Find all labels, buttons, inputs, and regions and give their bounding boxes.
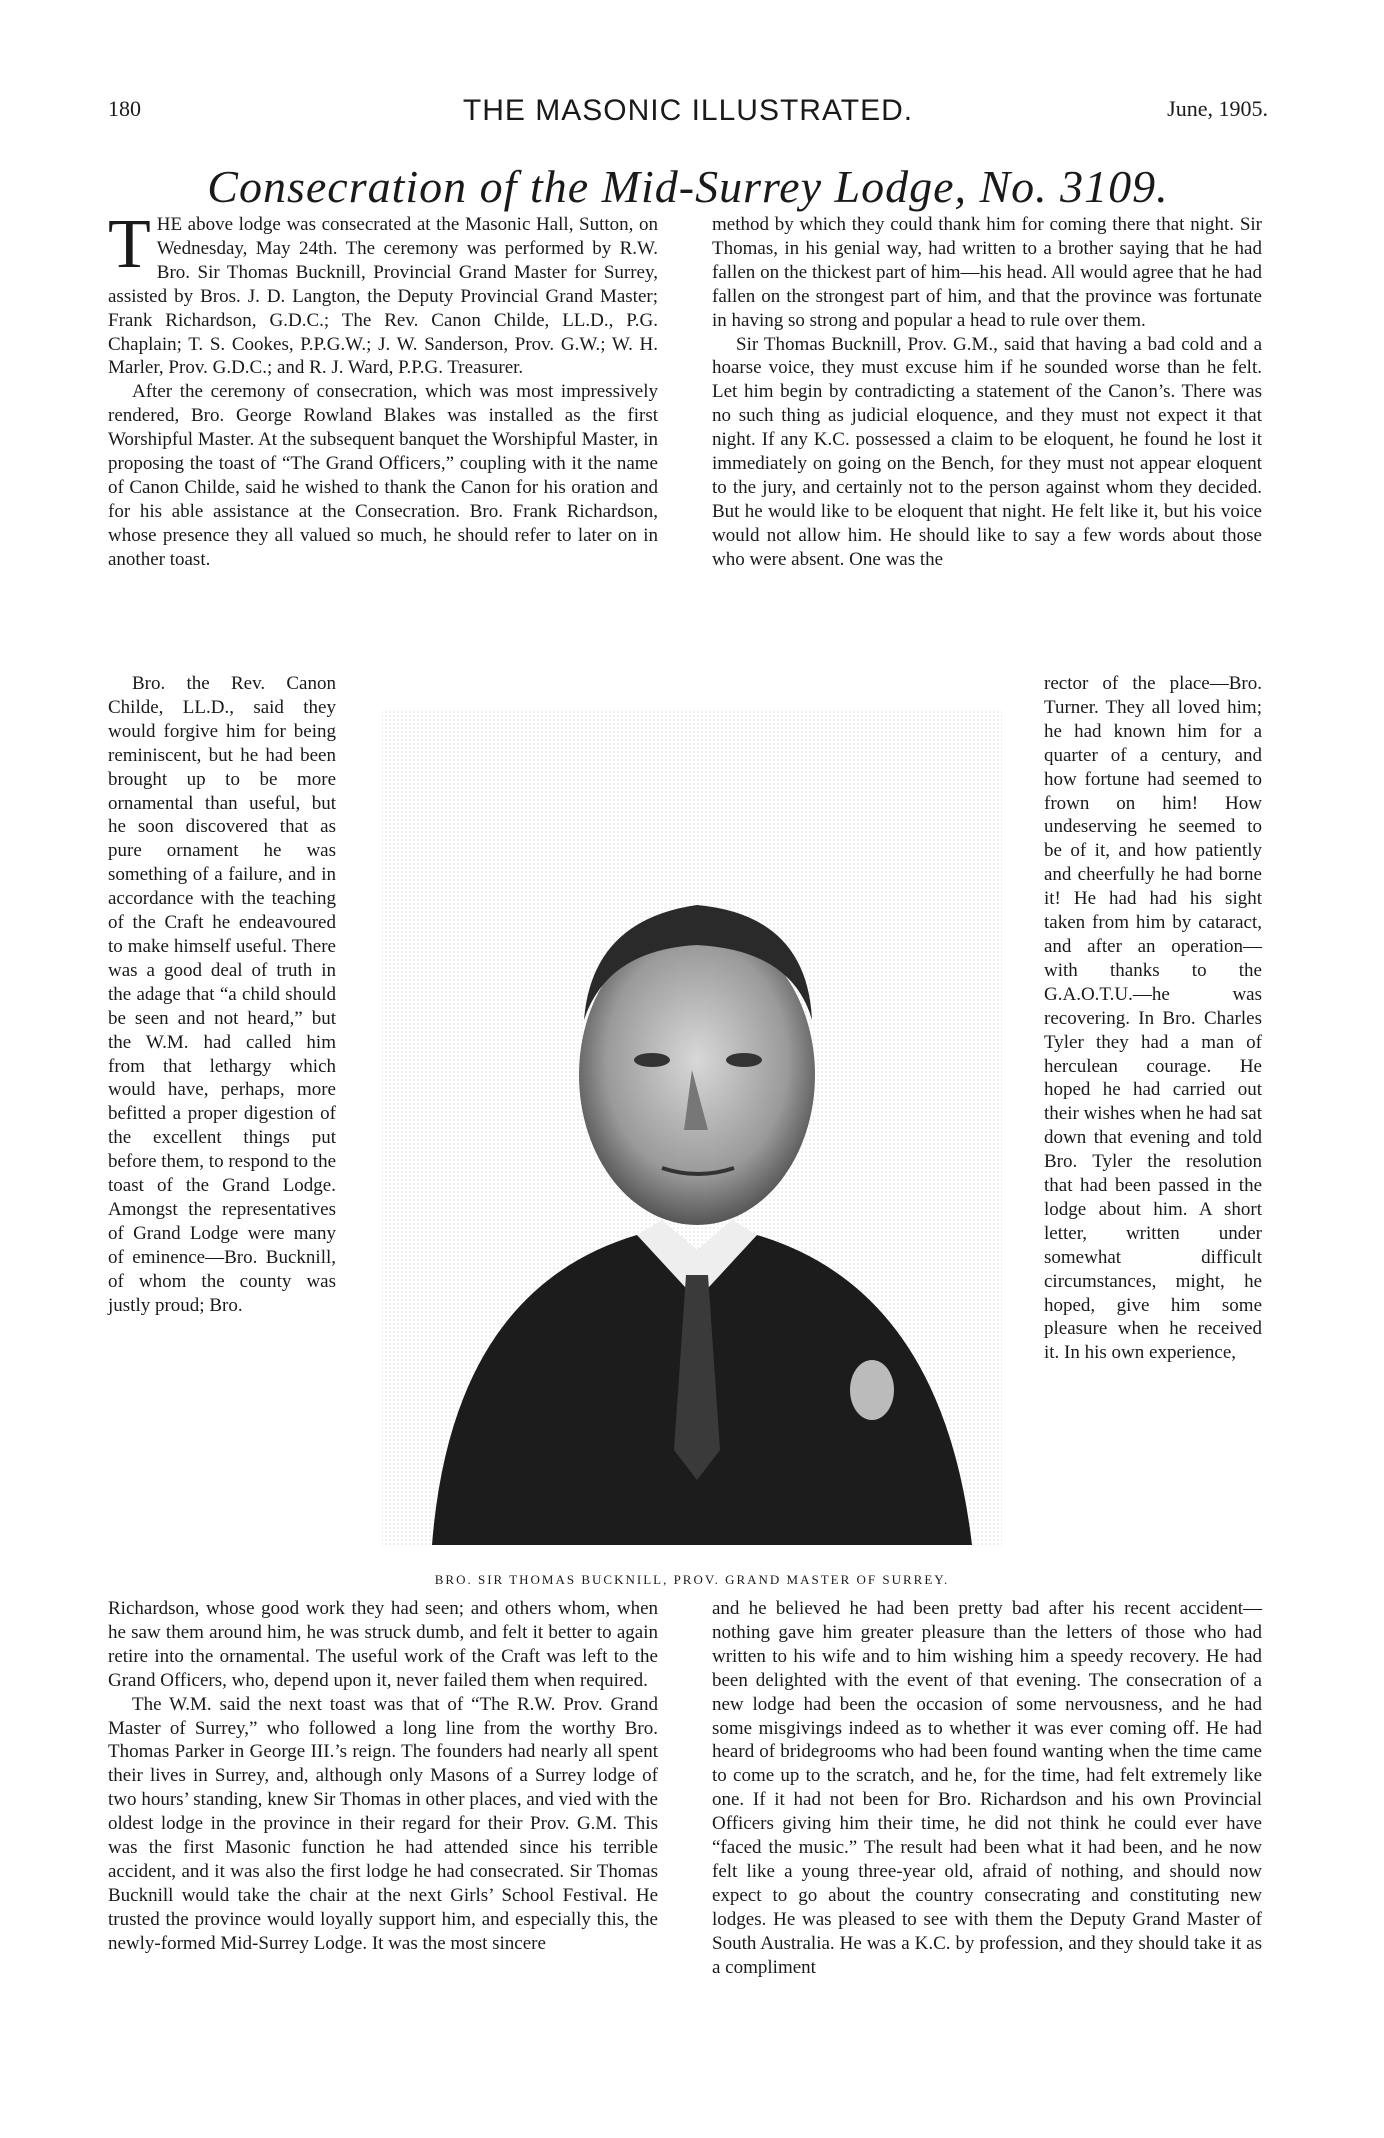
publication-title: THE MASONIC ILLUSTRATED.	[462, 94, 914, 127]
paragraph: After the ceremony of consecration, which was most impressively rendered, Bro. George Rowland Blakes was installed as the first Worshipful Master. At the subsequent banquet the Worshipful Master, in proposing the toast of “The Grand Officers,” coupling with it the name of Canon Childe, said he wished to thank the Canon for his oration and for his able assistance at the Consecration. Bro. Frank Richardson, whose presence they all valued so much, he should refer to later on in another toast.	[108, 381, 658, 570]
issue-date: June, 1905.	[1167, 96, 1268, 121]
paragraph: The W.M. said the next toast was that of “The R.W. Prov. Grand Master of Surrey,” who followed a long line from the worthy Bro. Thomas Parker in George III.’s reign. The founders had nearly all spent their lives in Surrey, and, although only Masons of a Surrey lodge of two hours’ standing, knew Sir Thomas in other places, and vied with the oldest lodge in the province in their regard for their Prov. G.M. This was the first Masonic function he had attended since his terrible accident, and it was also the first lodge he had consecrated. Sir Thomas Bucknill would take the chair at the next Girls’ School Festival. He trusted the province would loyally support him, and especially this, the newly-formed Mid-Surrey Lodge. It was the most sincere	[108, 1693, 658, 1954]
right-column-bottom	[712, 1597, 1262, 1980]
paragraph	[108, 206, 658, 380]
page-number: 180	[108, 96, 141, 121]
paragraph: and he believed he had been pretty bad after his recent accident—nothing gave him greater pleasure than the letters of those who had written to his wife and to him wishing him a speedy recovery. He had been delighted with the event of that evening. The consecration of a new lodge had been the occasion of some nervousness, and he had some misgivings indeed as to whether it was ever coming off. He had heard of bridegrooms who had been found wanting when the time came to come up to the scratch, and he, for the time, had felt extremely like one. If it had not been for Bro. Richardson and his own Provincial Officers giving him their time, he did not think he could ever have “faced the music.” The result had been what it had been, and he now felt like a young three-year old, afraid of nothing, and should now expect to go about the country consecrating and constituting new lodges. He was pleased to see with them the Deputy Grand Master of South Australia. He was a K.C. by profession, and they should take it as a compliment	[712, 1598, 1262, 1978]
page-header	[108, 96, 1268, 136]
paragraph: method by which they could thank him for coming there that night. Sir Thomas, in his genial way, had written to a brother saying that he had fallen on the thickest part of him—his head. All would agree that he had fallen on the strongest part of him, and that the province was fortunate in having so strong and popular a head to rule over them.	[712, 214, 1262, 331]
portrait-caption: BRO. SIR THOMAS BUCKNILL, PROV. GRAND MASTER OF SURREY.	[434, 1572, 950, 1587]
left-column-bottom	[108, 1597, 658, 1956]
right-column-top	[712, 213, 1262, 572]
paragraph: Sir Thomas Bucknill, Prov. G.M., said that having a bad cold and a hoarse voice, they must excuse him if he sounded worse than he felt. Let him begin by contradicting a statement of the Canon’s. There was no such thing as judicial eloquence, and they must not expect it that night. If any K.C. possessed a claim to be eloquent, he found he lost it immediately on going on the Bench, for they must not appear eloquent to the jury, and certainly not to the person against whom they decided. But he would like to be eloquent that night. He felt like it, but his voice would not allow him. He should like to say a few words about those who were absent. One was the	[712, 333, 1262, 570]
paragraph: Richardson, whose good work they had seen; and others whom, when he saw them around him, he was struck dumb, and felt it better to again retire into the ornamental. The useful work of the Craft was left to the Grand Officers, who, depend upon it, never failed them when required.	[108, 1598, 658, 1691]
paragraph-text: HE above lodge was consecrated at the Masonic Hall, Sutton, on Wednesday, May 24th. The ceremony was performed by R.W. Bro. Sir Thomas Bucknill, Provincial Grand Master for Surrey, assisted by Bros. J. D. Langton, the Deputy Provincial Grand Master; Frank Richardson, G.D.C.; The Rev. Canon Childe, LL.D., P.G. Chaplain; T. S. Cookes, P.P.G.W.; J. W. Sanderson, Prov. G.W.; W. H. Marler, Prov. G.D.C.; and R. J. Ward, P.P.G. Treasurer.	[108, 214, 658, 379]
right-narrow-column	[1044, 672, 1262, 1365]
drop-cap: T	[108, 206, 151, 283]
paragraph: rector of the place—Bro. Turner. They all loved him; he had known him for a quarter of a century, and how fortune had seemed to frown on him! How undeserving he seemed to be of it, and how patiently and cheerfully he had borne it! He had had his sight taken from him by cataract, and after an operation—with thanks to the G.A.O.T.U.—he was recovering. In Bro. Charles Tyler they had a man of herculean courage. He hoped he had carried out their wishes when he had sat down that evening and told Bro. Tyler the resolution that had been passed in the lodge about him. A short letter, written under somewhat difficult circumstances, might, he hoped, give him some pleasure when he received it. In his own experience,	[1044, 673, 1262, 1364]
portrait-photo-icon	[352, 690, 1032, 1565]
article-title: Consecration of the Mid-Surrey Lodge, No. 3109.	[207, 161, 1169, 212]
left-column-top	[108, 206, 658, 572]
paragraph: Bro. the Rev. Canon Childe, LL.D., said they would forgive him for being reminiscent, but he had been brought up to be more ornamental than useful, but he soon discovered that as pure ornament he was something of a failure, and in accordance with the teaching of the Craft he endeavoured to make himself useful. There was a good deal of truth in the adage that “a child should be seen and not heard,” but the W.M. had called him from that lethargy which would have, perhaps, more befitted a proper digestion of the excellent things put before them, to respond to the toast of the Grand Lodge. Amongst the representatives of Grand Lodge were many of eminence—Bro. Bucknill, of whom the county was justly proud; Bro.	[108, 673, 336, 1316]
left-narrow-column	[108, 672, 336, 1317]
